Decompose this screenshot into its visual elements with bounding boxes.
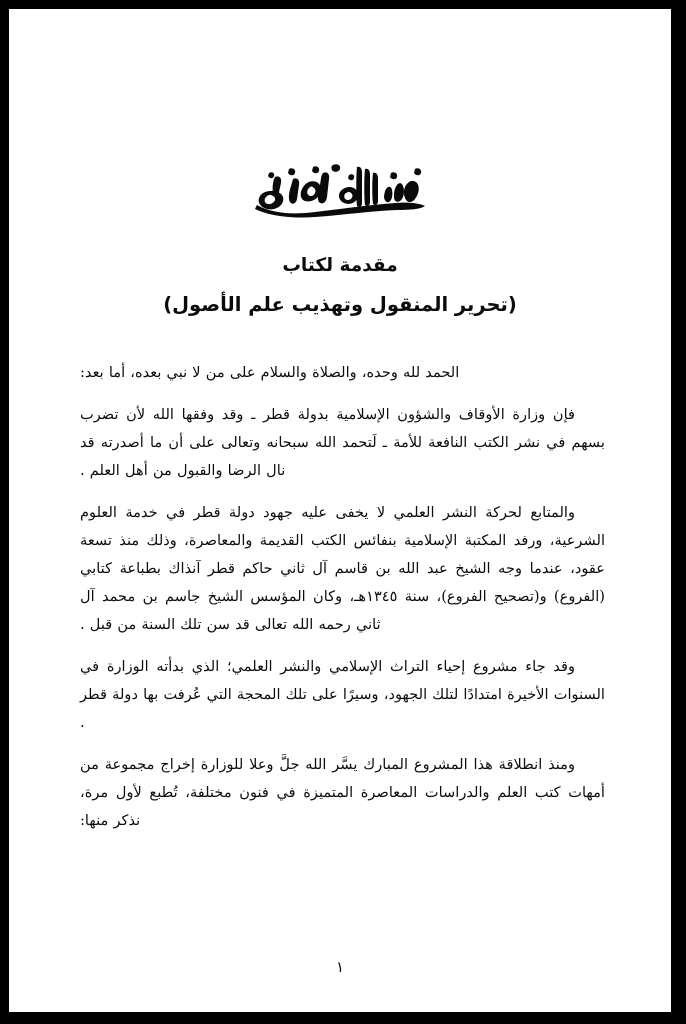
page-title-block: [33, 254, 647, 318]
body-text: [80, 359, 605, 846]
paragraph-4: وقد جاء مشروع إحياء التراث الإسلامي والنشر العلمي؛ الذي بدأته الوزارة في السنوات الأخيرة امتدادًا لتلك الجهود، وسيرًا على تلك المحجة التي عُرفت بها دولة قطر .: [80, 658, 605, 732]
basmala-calligraphy-icon: [245, 159, 435, 223]
paragraph-1: الحمد لله وحده، والصلاة والسلام على من لا نبي بعده، أما بعد:: [80, 364, 460, 381]
page-subtitle: (تحرير المنقول وتهذيب علم الأصول): [163, 293, 517, 317]
paragraph-5: ومنذ انطلاقة هذا المشروع المبارك يسَّر الله جلَّ وعلا للوزارة إخراج مجموعة من أمهات كتب العلم والدراسات المعاصرة المتميزة في فنون مختلفة، تُطبع لأول مرة، نذكر منها:: [80, 756, 605, 830]
paragraph-3: والمتابع لحركة النشر العلمي لا يخفى عليه جهود دولة قطر في خدمة العلوم الشرعية، ورفد المكتبة الإسلامية بنفائس الكتب القديمة والمعاصرة، وذلك منذ تسعة عقود، عندما وجه الشيخ عبد الله بن قاسم آل ثاني حاكم قطر آنذاك بطباعة كتابي (الفروع) و(تصحيح الفروع)، سنة ١٣٤٥هـ، وكان المؤسس الشيخ جاسم بن محمد آل ثاني رحمه الله تعالى قد سن تلك السنة من قبل .: [80, 504, 605, 634]
page-title: مقدمة لكتاب: [282, 255, 398, 276]
paragraph-2: فإن وزارة الأوقاف والشؤون الإسلامية بدولة قطر ـ وقد وفقها الله لأن تضرب بسهم في نشر الكتب النافعة للأمة ـ لَتحمد الله سبحانه وتعالى على أن ما أصدرته قد نال الرضا والقبول من أهل العلم .: [80, 406, 605, 480]
document-page: [9, 9, 671, 1012]
basmala-header: [9, 159, 671, 229]
page-number: ١: [335, 958, 345, 976]
